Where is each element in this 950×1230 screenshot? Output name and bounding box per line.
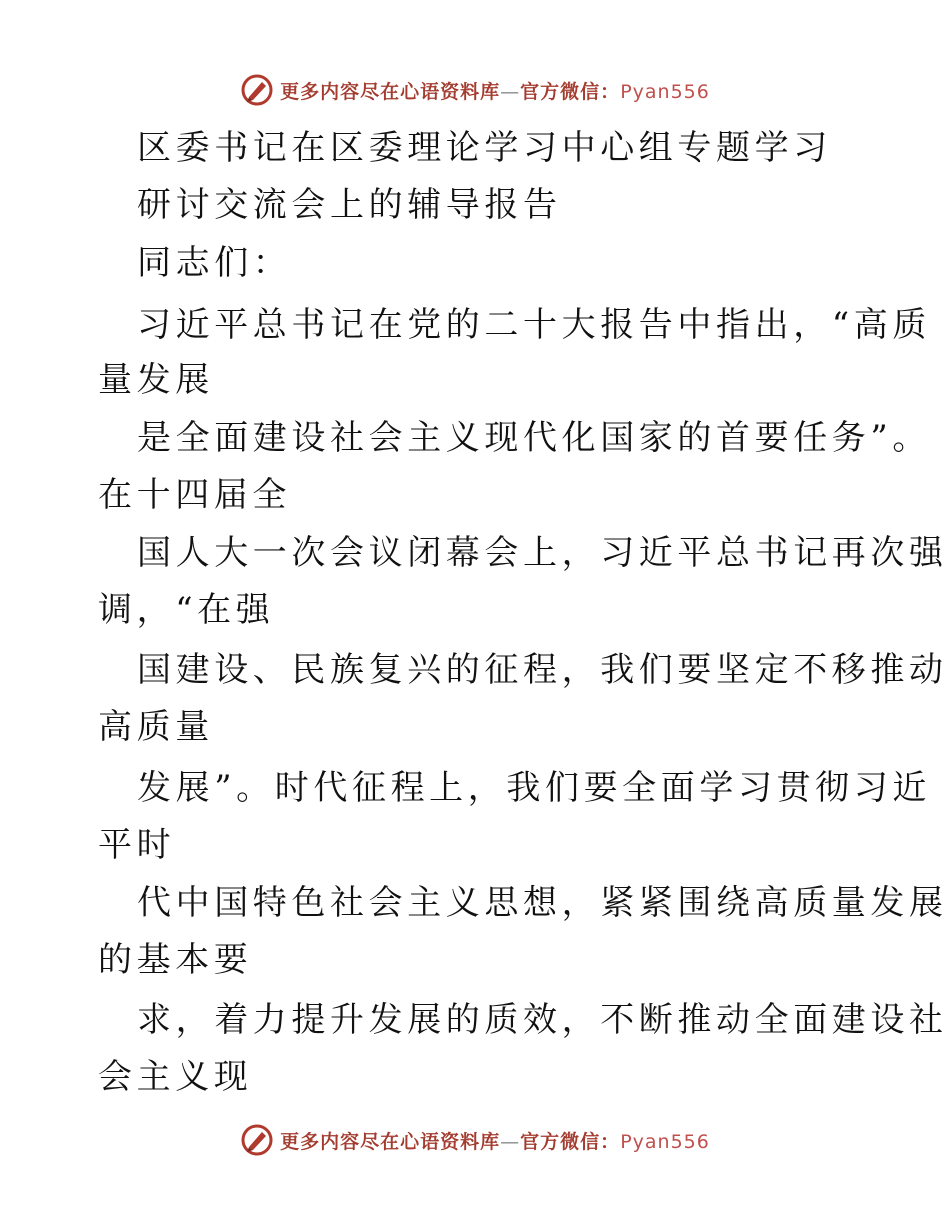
footer-watermark xyxy=(0,1120,950,1160)
body-line: 调，“在强 xyxy=(98,590,275,630)
watermark-suffix: 官方微信： xyxy=(520,80,621,103)
watermark-wechat-id: Pyan556 xyxy=(620,1130,710,1153)
body-line: 国建设、民族复兴的征程，我们要坚定不移推动 xyxy=(137,650,948,690)
watermark-separator: — xyxy=(500,80,521,103)
pen-logo-icon xyxy=(240,73,274,107)
body-line: 发展”。时代征程上，我们要全面学习贯彻习近 xyxy=(137,768,931,808)
body-line: 的基本要 xyxy=(98,940,253,980)
body-line: 求，着力提升发展的质效，不断推动全面建设社 xyxy=(137,1000,948,1040)
body-line: 国人大一次会议闭幕会上，习近平总书记再次强 xyxy=(137,533,948,573)
salutation: 同志们： xyxy=(137,243,292,283)
header-watermark xyxy=(0,70,950,110)
body-line: 平时 xyxy=(98,825,176,865)
body-line: 习近平总书记在党的二十大报告中指出，“高质 xyxy=(137,305,931,345)
watermark-text xyxy=(280,77,710,104)
watermark-prefix: 更多内容尽在心语资料库 xyxy=(280,1130,501,1153)
watermark-suffix: 官方微信： xyxy=(520,1130,621,1153)
body-line: 代中国特色社会主义思想，紧紧围绕高质量发展 xyxy=(137,883,948,923)
watermark-text xyxy=(280,1127,710,1154)
body-line: 量发展 xyxy=(98,360,214,400)
watermark-separator: — xyxy=(500,1130,521,1153)
document-title-line-2: 研讨交流会上的辅导报告 xyxy=(137,185,562,225)
body-line: 高质量 xyxy=(98,707,214,747)
body-line: 在十四届全 xyxy=(98,475,291,515)
pen-logo-icon xyxy=(240,1123,274,1157)
watermark-wechat-id: Pyan556 xyxy=(620,80,710,103)
body-line: 会主义现 xyxy=(98,1057,253,1097)
watermark-prefix: 更多内容尽在心语资料库 xyxy=(280,80,501,103)
body-line: 是全面建设社会主义现代化国家的首要任务”。 xyxy=(137,418,931,458)
document-title-line-1: 区委书记在区委理论学习中心组专题学习 xyxy=(137,128,832,168)
